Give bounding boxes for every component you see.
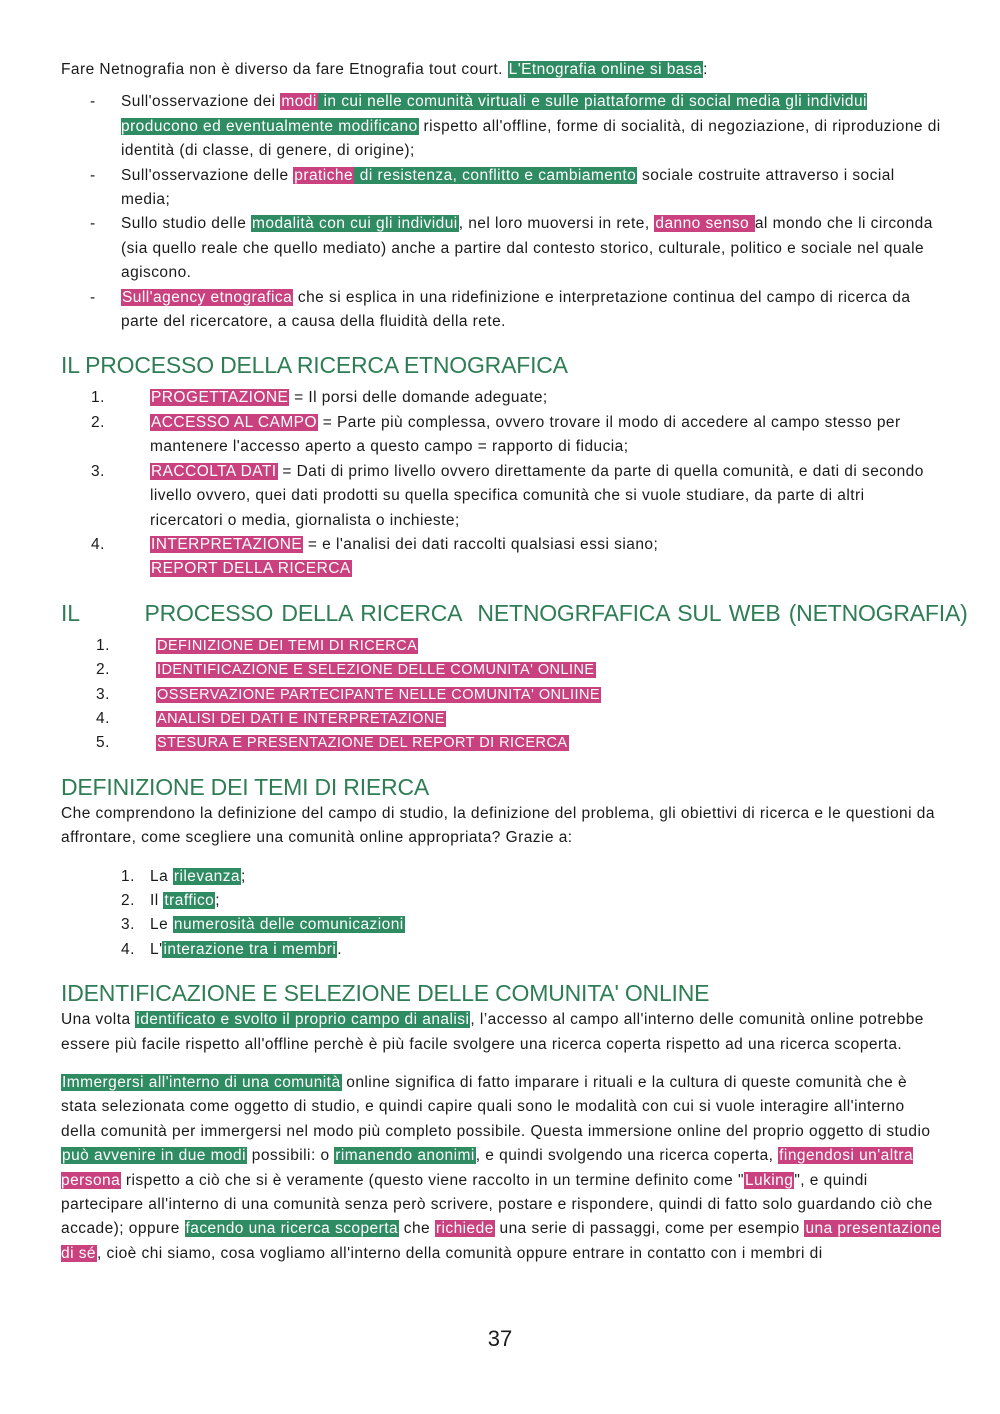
highlight-green: numerosità delle comunicazioni: [173, 916, 404, 934]
highlight-green: Immergersi all'interno di una comunità: [62, 1074, 341, 1091]
intro-paragraph: [61, 58, 941, 82]
criteria-item: [61, 938, 941, 962]
step-number: 5.: [96, 734, 110, 752]
section-heading-etnografica: IL PROCESSO DELLA RICERCA ETNOGRAFICA: [61, 352, 568, 379]
text-run: Il: [150, 891, 164, 909]
step-item: [61, 411, 941, 460]
page-number: 37: [487, 1326, 513, 1351]
bullet-dash: -: [90, 215, 96, 233]
text-run: possibili: o: [247, 1147, 335, 1165]
step-number: 4.: [96, 709, 110, 727]
step-item: [61, 557, 941, 581]
text-run: ", e quindi partecipare all'interno di una comunità senza però scrivere, postare e rispondere, quindi di fatto solo guardando ciò che accade); oppure: [61, 1171, 933, 1238]
section-heading-identificazione: IDENTIFICAZIONE E SELEZIONE DELLE COMUNITA' ONLINE: [61, 980, 710, 1007]
criteria-item: [61, 889, 941, 913]
highlight-pink: DEFINIZIONE DEI TEMI DI RICERCA: [157, 637, 418, 654]
text-run: Sullo studio delle: [121, 215, 252, 233]
text-run: .: [337, 940, 342, 958]
highlight-pink: INTERPRETAZIONE: [151, 535, 303, 553]
section-heading-definizione: DEFINIZIONE DEI TEMI DI RIERCA: [61, 773, 429, 800]
highlight-green: traffico: [164, 891, 215, 909]
step-item: [61, 386, 941, 410]
criteria-number: 4.: [121, 940, 135, 958]
criteria-number: 1.: [121, 867, 135, 885]
text-run: al mondo che li circonda (sia quello reale che quello mediato) anche a partire dal contesto storico, culturale, politico e sociale nel quale agiscono.: [121, 215, 933, 282]
highlight-pink: ACCESSO AL CAMPO: [151, 413, 317, 431]
bullet-item: [61, 212, 941, 285]
criteria-item: [61, 865, 941, 889]
text-run: Una volta: [61, 1011, 136, 1029]
criteria-list: [61, 865, 941, 963]
highlight-pink: una presentazione di sé: [61, 1220, 941, 1262]
text-run: ;: [215, 891, 221, 909]
text-run: La: [150, 867, 173, 885]
identificazione-paragraph-2: [61, 1071, 941, 1266]
bullet-dash: -: [90, 93, 96, 111]
highlight-pink: RACCOLTA DATI: [151, 462, 277, 480]
highlight-green: modalità con cui gli individui: [252, 215, 458, 233]
text-run: , cioè chi siamo, cosa vogliamo all'interno della comunità oppure entrare in contatto con i membri di: [97, 1244, 823, 1262]
highlight-pink: Sull'agency etnografica: [122, 288, 293, 306]
intro-text: Fare Netnografia non è diverso da fare Etnografia tout court.: [61, 61, 508, 78]
highlight-pink: STESURA E PRESENTAZIONE DEL REPORT DI RICERCA: [157, 735, 568, 752]
highlight-pink: PROGETTAZIONE: [151, 389, 289, 407]
highlight-green: rilevanza: [173, 867, 240, 885]
step-number: 2.: [96, 661, 110, 679]
text-run: online significa di fatto imparare i rituali e la cultura di queste comunità che è stata selezionata come oggetto di studio, e quindi capire quali sono le modalità con cui si vuole interagire all'interno della comunità per immergersi nel modo più completo possibile. Questa immersione online del proprio oggetto di studio: [61, 1074, 931, 1140]
text-run: Sull'osservazione dei: [121, 93, 281, 111]
text-run: = Il porsi delle domande adeguate;: [289, 389, 548, 407]
text-run: , nel loro muoversi in rete,: [458, 215, 655, 233]
text-run: una serie di passaggi, come per esempio: [494, 1220, 805, 1238]
highlight-pink: fingendosi un'altra persona: [61, 1147, 914, 1189]
highlight-pink: ANALISI DEI DATI E INTERPRETAZIONE: [157, 710, 445, 727]
text-run: sociale costruite attraverso i social media;: [121, 166, 895, 209]
highlight-green: rimanendo anonimi: [335, 1147, 475, 1165]
criteria-number: 2.: [121, 891, 135, 909]
step-number: 3.: [91, 462, 105, 480]
highlight-pink: danno senso: [655, 215, 754, 233]
highlight-pink: pratiche: [294, 166, 354, 184]
criteria-item: [61, 913, 941, 937]
step-item: [61, 460, 941, 533]
text-run: che: [399, 1220, 435, 1238]
highlight-green: interazione tra i membri: [163, 940, 337, 958]
bullet-dash: -: [90, 166, 96, 184]
highlight-green: può avvenire in due modi: [62, 1147, 246, 1165]
text-run: = Dati di primo livello ovvero direttamente da parte di quella comunità, e dati di secondo livello ovvero, quei dati prodotti su quella specifica comunità che si vuole studiare, da parte di altri ricercatori o media, giornalista o inchieste;: [150, 462, 924, 529]
netnografica-steps-list: [61, 634, 941, 756]
text-run: , e quindi svolgendo una ricerca coperta,: [475, 1147, 779, 1165]
text-run: = e l'analisi dei dati raccolti qualsiasi essi siano;: [303, 535, 659, 553]
text-run: Sull'osservazione delle: [121, 166, 294, 184]
bullet-item: [61, 164, 941, 213]
highlight-pink: IDENTIFICAZIONE E SELEZIONE DELLE COMUNITA' ONLINE: [157, 662, 595, 679]
step-number: 3.: [96, 685, 110, 703]
highlight-green: in cui nelle comunità virtuali e sulle piattaforme di social media gli individui producono ed eventualmente modificano: [121, 93, 867, 135]
text-run: rispetto all'offline, forme di socialità, di negoziazione, di riproduzione di identità (di classe, di genere, di origine);: [121, 117, 941, 160]
text-run: = Parte più complessa, ovvero trovare il modo di accedere al campo stesso per mantenere l'accesso aperto a questo campo = rapporto di fiducia;: [150, 413, 901, 456]
bullet-dash: -: [90, 288, 96, 306]
highlight-green: identificato e svolto il proprio campo di analisi: [136, 1011, 470, 1029]
identificazione-paragraph-1: [61, 1008, 941, 1057]
step-item: [61, 533, 941, 557]
text-run: ;: [241, 867, 246, 885]
highlight-pink: REPORT DELLA RICERCA: [151, 560, 351, 578]
step-item: [61, 731, 941, 755]
definizione-paragraph: Che comprendono la definizione del campo di studio, la definizione del problema, gli obiettivi di ricerca e le questioni da affrontare, come scegliere una comunità online appropriata? Grazie a:: [61, 804, 935, 847]
etnografica-steps-list: [61, 386, 941, 581]
bullet-list: [61, 90, 941, 334]
step-item: [61, 707, 941, 731]
text-run: che si esplica in una ridefinizione e interpretazione continua del campo di ricerca da parte del ricercatore, a causa della fluidità della rete.: [121, 288, 911, 331]
highlight-pink: Luking: [744, 1171, 794, 1189]
highlight-green: facendo una ricerca scoperta: [185, 1220, 399, 1238]
highlight-pink: OSSERVAZIONE PARTECIPANTE NELLE COMUNITA' ONLIINE: [157, 686, 600, 703]
document-page: [61, 58, 968, 1266]
highlight-green: di resistenza, conflitto e cambiamento: [355, 166, 637, 184]
text-run: L': [150, 940, 163, 958]
step-item: [61, 634, 941, 658]
intro-colon: :: [703, 61, 708, 78]
step-number: 4.: [91, 535, 105, 553]
section-heading-netnografica: IL PROCESSO DELLA RICERCA NETNOGRFAFICA SUL WEB (NETNOGRAFIA): [61, 599, 968, 626]
bullet-item: [61, 90, 941, 163]
step-number: 1.: [96, 636, 110, 654]
step-item: [61, 683, 941, 707]
text-run: , l’accesso al campo all'interno delle comunità online potrebbe essere più facile rispetto all'offline perchè è più facile svolgere una ricerca coperta rispetto ad una ricerca scoperta.: [61, 1011, 924, 1053]
highlight-pink: modi: [281, 93, 317, 111]
highlight-pink: richiede: [435, 1220, 494, 1238]
criteria-number: 3.: [121, 916, 135, 934]
step-item: [61, 658, 941, 682]
highlight-green: L'Etnografia online si basa: [508, 61, 703, 78]
bullet-item: [61, 286, 941, 335]
text-run: Le: [150, 916, 173, 934]
step-number: 1.: [91, 389, 105, 407]
text-run: rispetto a ciò che si è veramente (questo viene raccolto in un termine definito come ": [121, 1171, 744, 1189]
step-number: 2.: [91, 413, 105, 431]
